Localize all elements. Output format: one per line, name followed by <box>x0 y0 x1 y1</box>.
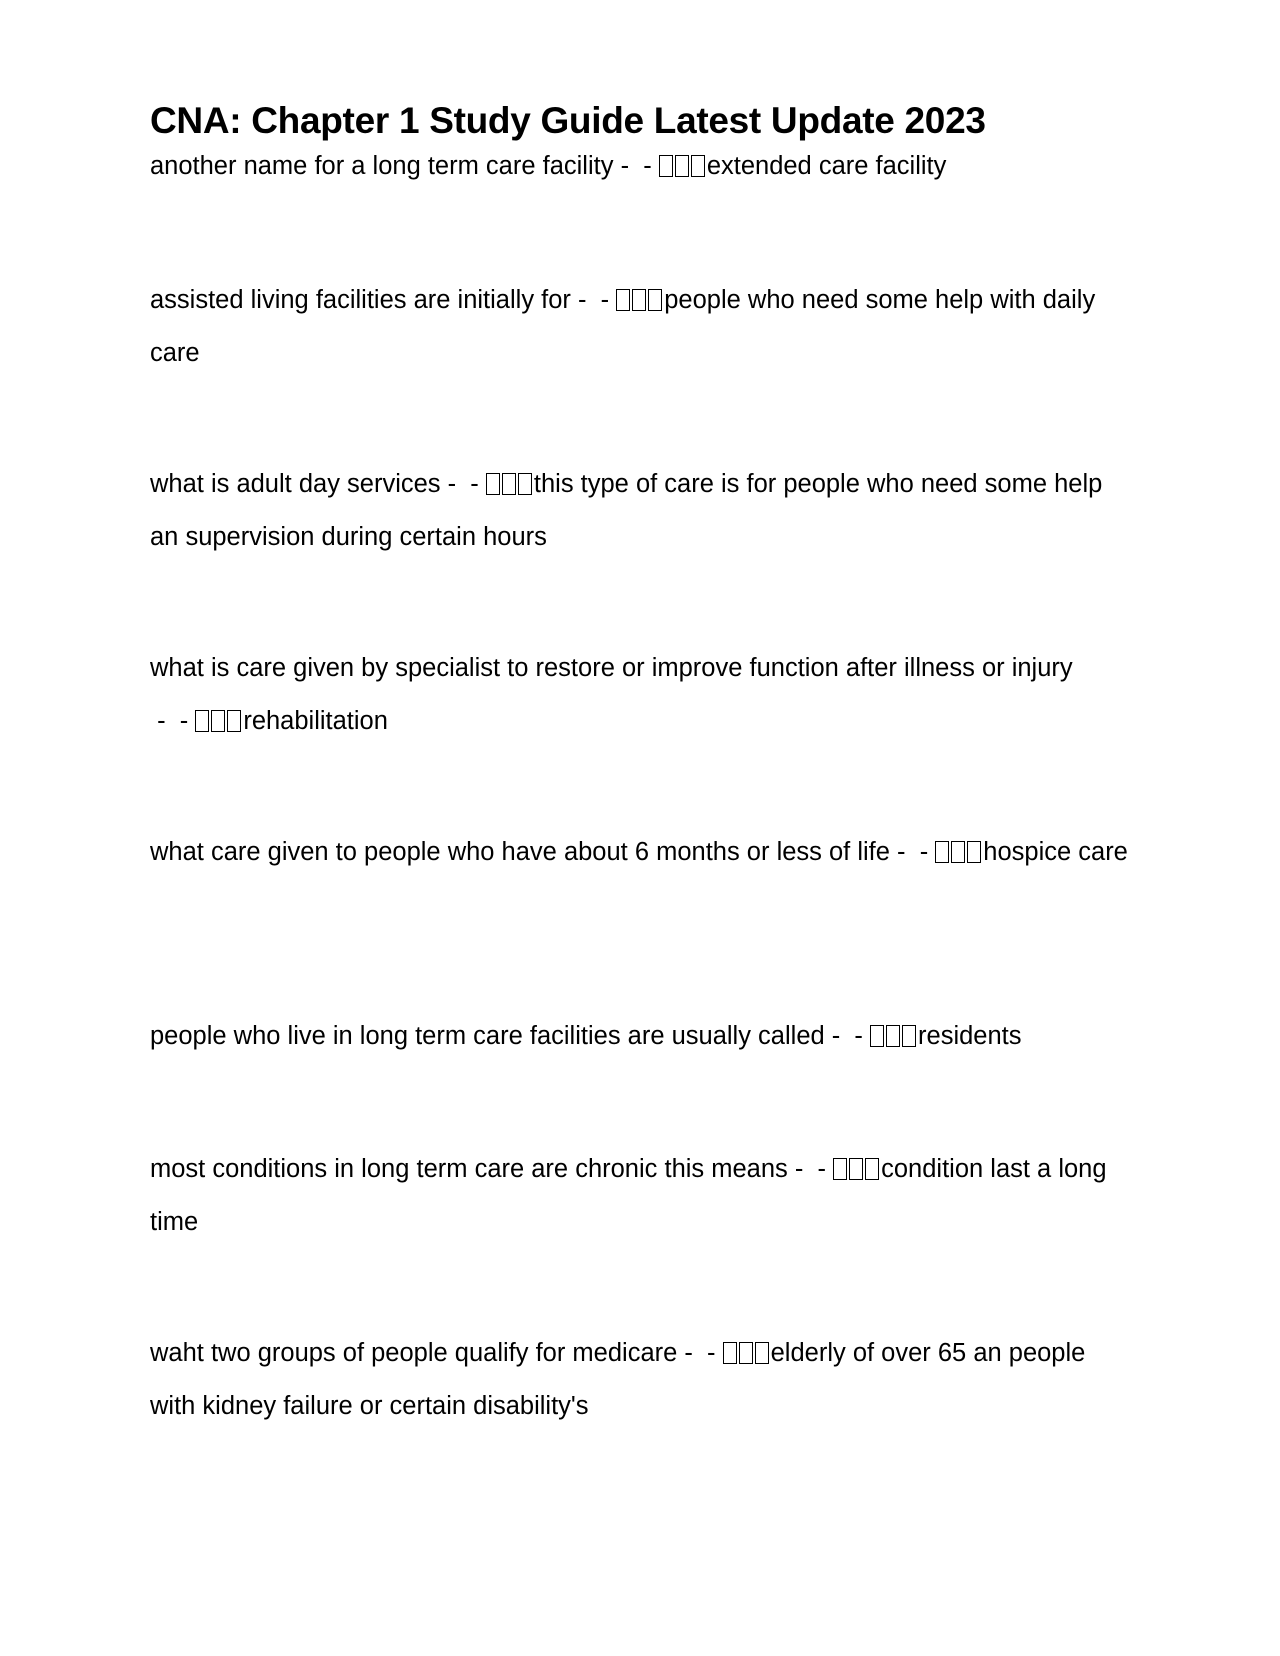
answer-text: elderly of over 65 an people with kidney failure or certain disability's <box>150 1339 1086 1420</box>
answer-text: this type of care is for people who need some help an supervision during certain hours <box>150 470 1103 551</box>
separator: - - <box>889 838 936 866</box>
qa-item <box>150 274 1135 380</box>
answer-text: rehabilitation <box>243 707 388 735</box>
question-text: what is adult day services <box>150 470 441 498</box>
separator: - - <box>440 470 486 498</box>
separator: - - <box>613 152 659 180</box>
page-title: CNA: Chapter 1 Study Guide Latest Update 2023 <box>150 99 986 141</box>
separator: - - <box>570 286 617 314</box>
missing-glyph-icon <box>195 707 243 735</box>
question-text: people who live in long term care facilities are usually called <box>150 1022 825 1050</box>
question-text: another name for a long term care facility <box>150 152 614 180</box>
question-text: what is care given by specialist to restore or improve function after illness or injury <box>150 654 1073 682</box>
missing-glyph-icon <box>935 838 983 866</box>
missing-glyph-icon <box>659 152 707 180</box>
answer-text: hospice care <box>983 838 1128 866</box>
qa-item <box>150 1143 1135 1249</box>
qa-item <box>150 1327 1135 1433</box>
answer-text: condition last a long time <box>150 1155 1107 1236</box>
answer-text: residents <box>918 1022 1022 1050</box>
answer-text: people who need some help with daily care <box>150 286 1096 367</box>
question-text: assisted living facilities are initially for <box>150 286 571 314</box>
separator: - - <box>150 707 196 735</box>
separator: - - <box>787 1155 834 1183</box>
missing-glyph-icon <box>870 1022 918 1050</box>
qa-item <box>150 642 1135 748</box>
missing-glyph-icon <box>616 286 664 314</box>
question-text: what care given to people who have about 6 months or less of life <box>150 838 890 866</box>
answer-text: extended care facility <box>706 152 947 180</box>
qa-item <box>150 458 1135 564</box>
qa-item <box>150 1010 1135 1063</box>
question-text: most conditions in long term care are chronic this means <box>150 1155 788 1183</box>
question-text: waht two groups of people qualify for medicare <box>150 1339 678 1367</box>
missing-glyph-icon <box>723 1339 771 1367</box>
separator: - - <box>677 1339 723 1367</box>
missing-glyph-icon <box>833 1155 881 1183</box>
qa-item <box>150 826 1135 879</box>
missing-glyph-icon <box>486 470 534 498</box>
qa-item <box>150 140 1135 193</box>
separator: - - <box>824 1022 871 1050</box>
